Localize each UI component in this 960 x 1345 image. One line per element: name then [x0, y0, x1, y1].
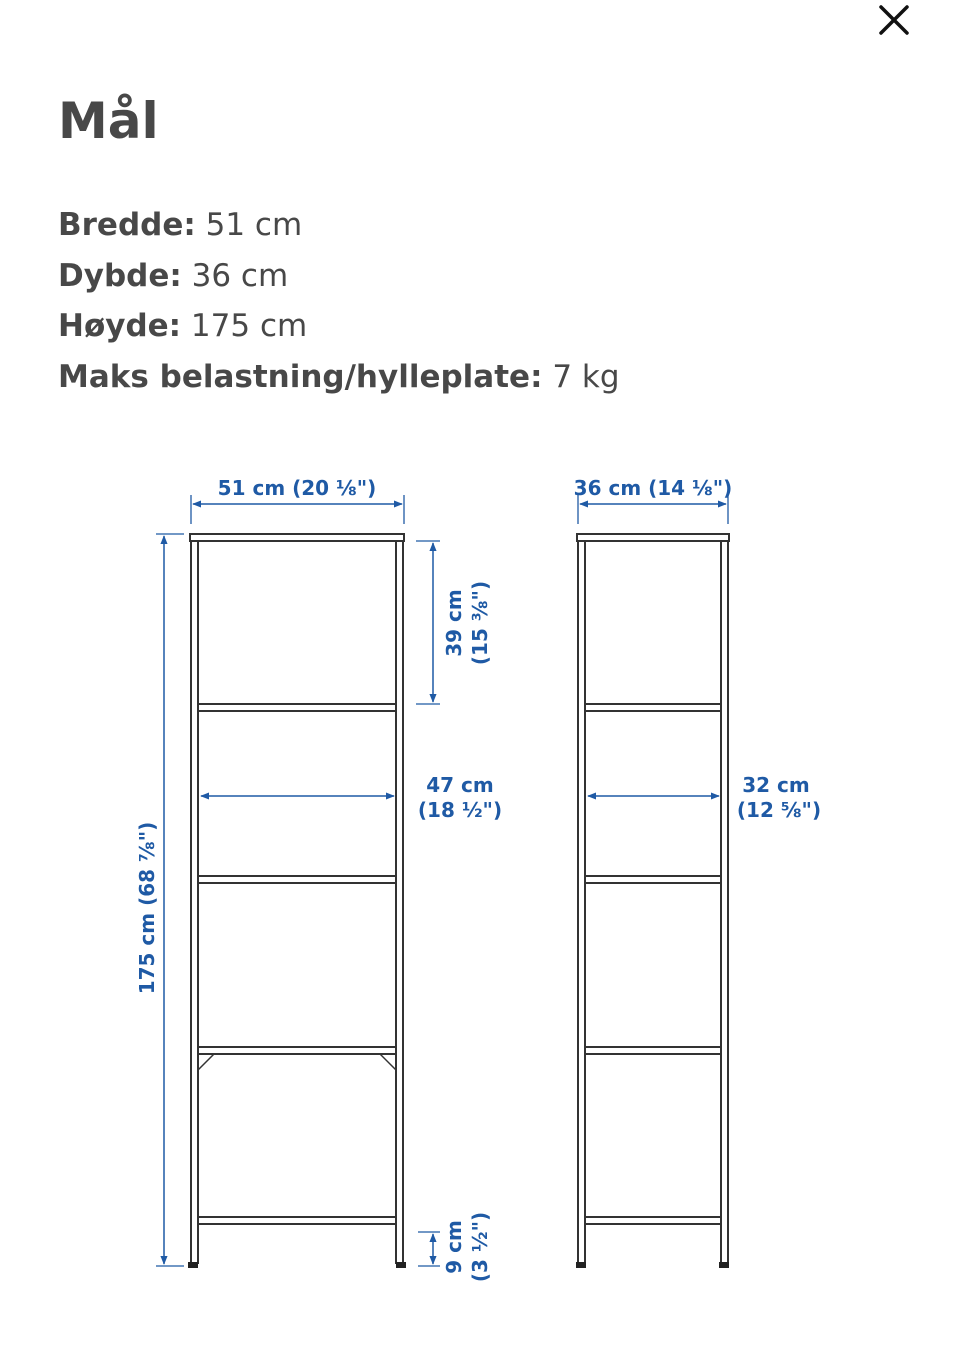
side-inner-depth-dimension: [588, 773, 821, 822]
front-bottom-gap-dimension: [418, 1212, 492, 1282]
spec-value: 51 cm: [205, 207, 303, 243]
front-shelf-gap-dimension: [416, 541, 492, 704]
front-inner-width-dimension: [201, 773, 502, 822]
side-view-shelf: [576, 534, 729, 1268]
front-height-dimension: [135, 534, 184, 1266]
spec-value: 7 kg: [552, 358, 620, 395]
spec-value: 175 cm: [190, 308, 308, 344]
spec-value: 36 cm: [191, 257, 289, 294]
front-bottom-gap-label-2: (3 ½"): [468, 1211, 492, 1283]
side-depth-dimension: [574, 476, 733, 524]
spec-label: Maks belastning/hylleplate:: [58, 358, 543, 395]
spec-label: Dybde:: [58, 257, 182, 294]
front-width-label: 51 cm (20 ⅛"): [217, 476, 377, 500]
side-inner-depth-label-2: (12 ⅝"): [736, 798, 822, 822]
dialog-title: Mål: [58, 92, 159, 150]
front-inner-width-label-2: (18 ½"): [417, 798, 503, 822]
front-shelf-gap-label-1: 39 cm: [442, 589, 466, 657]
spec-label: Høyde:: [58, 308, 182, 344]
front-inner-width-label-1: 47 cm: [426, 773, 494, 797]
side-inner-depth-label-1: 32 cm: [742, 773, 810, 797]
side-depth-label: 36 cm (14 ⅛"): [573, 476, 733, 500]
front-width-dimension: [191, 476, 404, 524]
front-shelf-gap-label-2: (15 ⅜"): [468, 580, 492, 666]
front-height-label: 175 cm (68 ⅞"): [135, 821, 159, 995]
front-bottom-gap-label-1: 9 cm: [442, 1220, 466, 1274]
spec-label: Bredde:: [58, 207, 196, 243]
front-view-shelf: [188, 534, 406, 1268]
